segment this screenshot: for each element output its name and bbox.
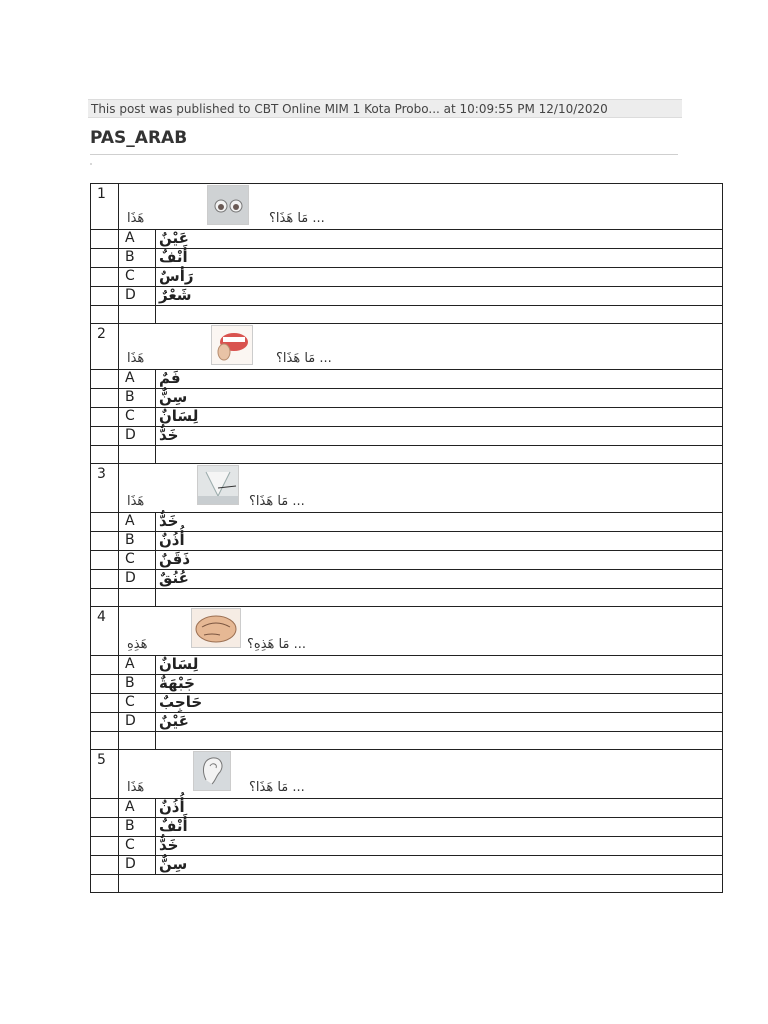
question-number: 5 xyxy=(91,750,119,799)
option-text: جَبْهَةٌ xyxy=(156,675,723,694)
question-pronoun: هَذَا xyxy=(127,494,145,509)
option-row[interactable] xyxy=(91,287,723,306)
blank-cell xyxy=(91,287,119,306)
option-letter: A xyxy=(119,656,156,675)
question-prompt: مَا هَذَا؟ ... xyxy=(276,351,332,366)
option-letter: B xyxy=(119,532,156,551)
option-text: عَيْنٌ xyxy=(156,230,723,249)
option-letter: A xyxy=(119,799,156,818)
option-row[interactable] xyxy=(91,570,723,589)
option-row[interactable] xyxy=(91,268,723,287)
question-number: 2 xyxy=(91,324,119,370)
question-body xyxy=(119,750,723,799)
question-pronoun: هَذِهِ xyxy=(127,637,148,652)
question-row xyxy=(91,607,723,656)
question-prompt: مَا هَذِهِ؟ ... xyxy=(247,637,306,652)
question-pronoun: هَذَا xyxy=(127,211,145,226)
option-row[interactable] xyxy=(91,408,723,427)
option-letter: D xyxy=(119,713,156,732)
blank-cell xyxy=(91,570,119,589)
blank-cell xyxy=(91,230,119,249)
option-row[interactable] xyxy=(91,230,723,249)
page-title: PAS_ARAB xyxy=(90,128,188,148)
question-pronoun: هَذَا xyxy=(127,780,145,795)
question-row xyxy=(91,464,723,513)
option-row[interactable] xyxy=(91,249,723,268)
option-letter: C xyxy=(119,694,156,713)
forehead-icon xyxy=(191,608,241,648)
option-letter: D xyxy=(119,856,156,875)
option-text: عَيْنٌ xyxy=(156,713,723,732)
option-text: أُذُنٌ xyxy=(156,532,723,551)
spacer-row xyxy=(91,306,723,324)
question-prompt: مَا هَذَا؟ ... xyxy=(249,494,305,509)
question-row xyxy=(91,324,723,370)
option-row[interactable] xyxy=(91,532,723,551)
option-row[interactable] xyxy=(91,370,723,389)
option-letter: D xyxy=(119,287,156,306)
blank-cell xyxy=(91,249,119,268)
quiz-table xyxy=(90,183,723,893)
blank-cell xyxy=(91,268,119,287)
tooth-mouth-icon xyxy=(211,325,253,365)
option-row[interactable] xyxy=(91,656,723,675)
blank-cell xyxy=(91,513,119,532)
option-text: ذَقَنٌ xyxy=(156,551,723,570)
option-text: حَاجِبٌ xyxy=(156,694,723,713)
option-row[interactable] xyxy=(91,675,723,694)
option-row[interactable] xyxy=(91,799,723,818)
option-row[interactable] xyxy=(91,389,723,408)
blank-cell xyxy=(91,837,119,856)
blank-cell xyxy=(91,389,119,408)
option-row[interactable] xyxy=(91,427,723,446)
blank-cell xyxy=(91,675,119,694)
question-pronoun: هَذَا xyxy=(127,351,145,366)
option-letter: B xyxy=(119,389,156,408)
blank-cell xyxy=(91,551,119,570)
option-letter: C xyxy=(119,837,156,856)
option-letter: B xyxy=(119,818,156,837)
option-row[interactable] xyxy=(91,551,723,570)
option-text: عُنُقٌ xyxy=(156,570,723,589)
question-body xyxy=(119,464,723,513)
option-text: فَمٌ xyxy=(156,370,723,389)
option-row[interactable] xyxy=(91,856,723,875)
blank-cell xyxy=(91,694,119,713)
option-row[interactable] xyxy=(91,694,723,713)
spacer-row xyxy=(91,589,723,607)
option-text: سِنٌّ xyxy=(156,389,723,408)
question-number: 4 xyxy=(91,607,119,656)
ear-icon xyxy=(193,751,231,791)
divider-dot xyxy=(90,163,92,165)
blank-cell xyxy=(91,532,119,551)
option-text: شَعْرٌ xyxy=(156,287,723,306)
option-text: أُذُنٌ xyxy=(156,799,723,818)
blank-cell xyxy=(91,408,119,427)
option-text: أَنْفٌ xyxy=(156,818,723,837)
option-row[interactable] xyxy=(91,713,723,732)
blank-cell xyxy=(91,427,119,446)
spacer-row xyxy=(91,875,723,893)
option-letter: A xyxy=(119,513,156,532)
question-body xyxy=(119,324,723,370)
option-letter: D xyxy=(119,427,156,446)
spacer-row xyxy=(91,732,723,750)
option-text: خَدٌّ xyxy=(156,837,723,856)
chin-icon xyxy=(197,465,239,505)
option-row[interactable] xyxy=(91,513,723,532)
option-letter: B xyxy=(119,249,156,268)
question-row xyxy=(91,184,723,230)
question-body xyxy=(119,607,723,656)
spacer-row xyxy=(91,446,723,464)
option-letter: C xyxy=(119,268,156,287)
blank-cell xyxy=(91,370,119,389)
option-text: خَدٌّ xyxy=(156,427,723,446)
question-prompt: مَا هَذَا؟ ... xyxy=(269,211,325,226)
option-letter: C xyxy=(119,551,156,570)
eyes-icon xyxy=(207,185,249,225)
question-number: 1 xyxy=(91,184,119,230)
question-row xyxy=(91,750,723,799)
option-letter: A xyxy=(119,230,156,249)
option-text: لِسَانٌ xyxy=(156,656,723,675)
title-divider xyxy=(90,154,678,155)
option-text: سِنٌّ xyxy=(156,856,723,875)
blank-cell xyxy=(91,713,119,732)
option-text: أَنْفٌ xyxy=(156,249,723,268)
option-row[interactable] xyxy=(91,837,723,856)
publish-banner: This post was published to CBT Online MIM 1 Kota Probo... at 10:09:55 PM 12/10/2020 xyxy=(88,99,682,118)
option-letter: C xyxy=(119,408,156,427)
question-number: 3 xyxy=(91,464,119,513)
blank-cell xyxy=(91,856,119,875)
blank-cell xyxy=(91,799,119,818)
option-text: خَدٌّ xyxy=(156,513,723,532)
question-body xyxy=(119,184,723,230)
blank-cell xyxy=(91,818,119,837)
blank-cell xyxy=(91,656,119,675)
option-text: رَأسٌ xyxy=(156,268,723,287)
option-letter: D xyxy=(119,570,156,589)
option-letter: B xyxy=(119,675,156,694)
option-letter: A xyxy=(119,370,156,389)
question-prompt: مَا هَذَا؟ ... xyxy=(249,780,305,795)
option-text: لِسَانٌ xyxy=(156,408,723,427)
option-row[interactable] xyxy=(91,818,723,837)
